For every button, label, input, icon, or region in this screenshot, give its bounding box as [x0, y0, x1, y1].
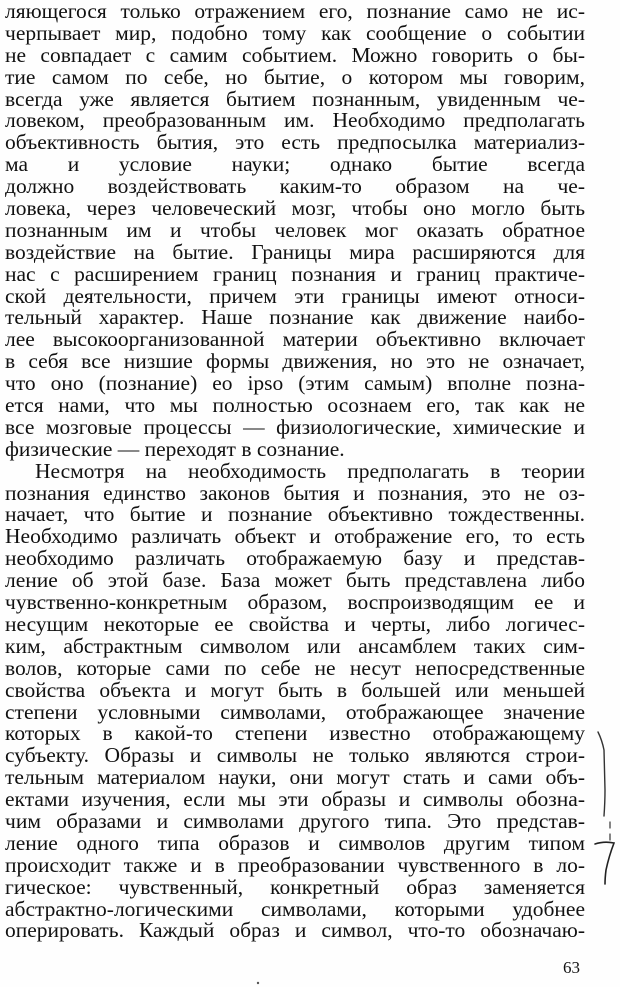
- text-line: ловеком, преобразованным им. Необходимо предполагать: [5, 108, 585, 133]
- text-line: ма и условие науки; однако бытие всегда: [5, 152, 585, 177]
- text-line: Необходимо различать объект и отображение его, то есть: [5, 524, 585, 549]
- text-line: тие самом по себе, но бытие, о котором мы говорим,: [5, 64, 585, 89]
- text-line: черпывает мир, подобно тому как сообщение о событии: [5, 20, 585, 45]
- text-line: Несмотря на необходимость предполагать в теории: [35, 458, 585, 483]
- text-line: физические — переходят в сознание.: [5, 436, 345, 461]
- text-line: которых в какой-то степени известно отображающему: [5, 721, 585, 746]
- text-line: в себя все низшие формы движения, но это не означает,: [5, 349, 585, 374]
- text-line: объективность бытия, это есть предпосылка материализ-: [5, 130, 585, 155]
- text-line: тельный характер. Наше познание как движение наибо-: [5, 305, 585, 330]
- text-line: все мозговые процессы — физиологические, химические и: [5, 414, 585, 439]
- text-line: не совпадает с самим событием. Можно говорить о бы-: [5, 42, 585, 67]
- text-line: чим образами и символами другого типа. Это представ-: [5, 808, 585, 833]
- text-line: необходимо различать отображаемую базу и представ-: [5, 546, 585, 571]
- text-line: ление одного типа образов и символов другим типом: [5, 830, 585, 855]
- text-line: должно воздействовать каким-то образом на че-: [5, 174, 585, 199]
- text-line: ется нами, что мы полностью осознаем его, так как не: [5, 393, 585, 418]
- text-line: гическое: чувственный, конкретный образ заменяется: [5, 874, 585, 899]
- text-line: ление об этой базе. База может быть представлена либо: [5, 568, 585, 593]
- text-line: ляющегося только отражением его, познание само не ис-: [5, 0, 585, 23]
- text-line: нас с расширением границ познания и границ практиче-: [5, 261, 585, 286]
- text-line: познанным им и чтобы человек мог оказать обратное: [5, 217, 585, 242]
- text-line: происходит также и в преобразовании чувственного в ло-: [5, 852, 585, 877]
- text-line: субъекту. Образы и символы не только являются строи-: [5, 743, 585, 768]
- text-line: степени условными символами, отображающее значение: [5, 699, 585, 724]
- text-line: ловека, через человеческий мозг, чтобы оно могло быть: [5, 196, 585, 221]
- text-line: ектами изучения, если мы эти образы и символы обозна-: [5, 787, 585, 812]
- text-line: лее высокоорганизованной материи объективно включает: [5, 327, 585, 352]
- text-line: ким, абстрактным символом или ансамблем таких сим-: [5, 633, 585, 658]
- text-line: начает, что бытие и познание объективно тождественны.: [5, 502, 585, 527]
- text-line: свойства объекта и могут быть в большей или меньшей: [5, 677, 585, 702]
- text-line: чувственно-конкретным образом, воспроизводящим ее и: [5, 590, 585, 615]
- text-line: всегда уже является бытием познанным, увиденным че-: [5, 86, 585, 111]
- text-line: волов, которые сами по себе не несут непосредственные: [5, 655, 585, 680]
- text-line: познания единство законов бытия и познания, это не оз-: [5, 480, 585, 505]
- page-number: 63: [563, 958, 580, 977]
- text-line: что оно (познание) eo ipso (этим самым) вполне позна-: [5, 371, 585, 396]
- text-line: абстрактно-логическими символами, которыми удобнее: [5, 896, 585, 921]
- text-line: тельным материалом науки, они могут стать и сами объ-: [5, 765, 585, 790]
- text-line: несущим некоторые ее свойства и черты, либо логичес-: [5, 611, 585, 636]
- text-line: ской деятельности, причем эти границы имеют относи-: [5, 283, 585, 308]
- text-line: оперировать. Каждый образ и символ, что-то обозначаю-: [5, 918, 585, 943]
- text-line: воздействие на бытие. Границы мира расширяются для: [5, 239, 585, 264]
